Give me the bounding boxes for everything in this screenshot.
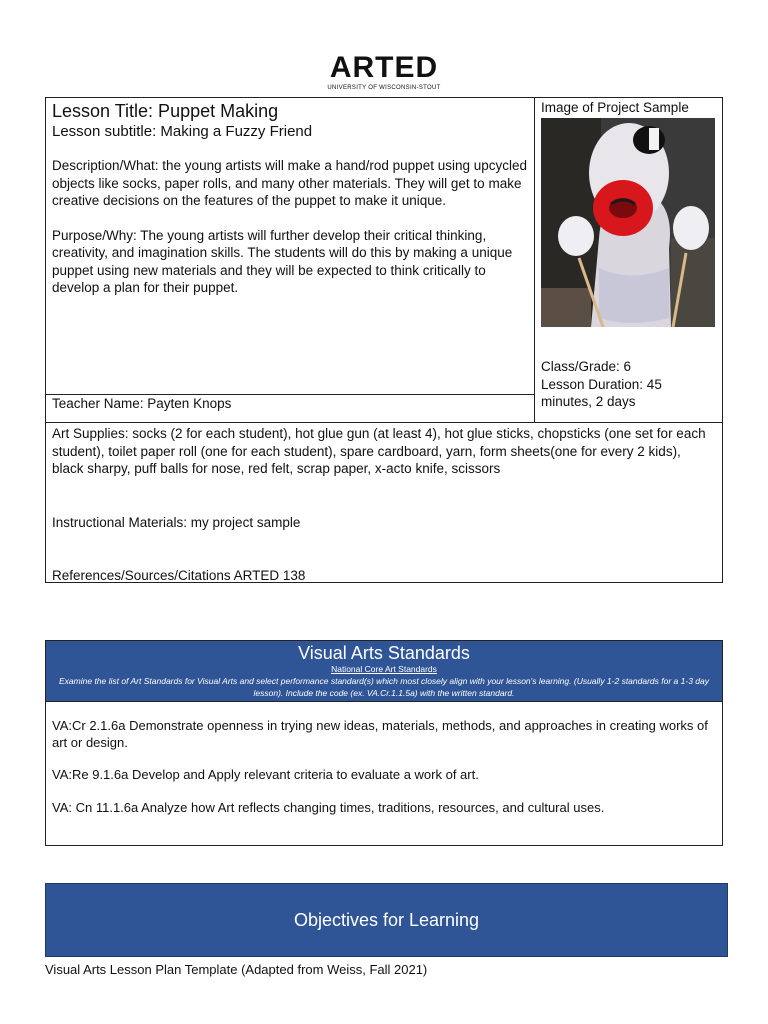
standard-item: VA: Cn 11.1.6a Analyze how Art reflects changing times, traditions, resources, and cultural uses. [52,799,605,815]
instructional-materials: Instructional Materials: my project sample [52,515,301,530]
footer-text: Visual Arts Lesson Plan Template (Adapted from Weiss, Fall 2021) [45,962,428,977]
teacher-name: Teacher Name: Payten Knops [52,396,232,411]
puppet-sample-image [541,118,715,327]
lesson-duration: Lesson Duration: 45 minutes, 2 days [541,376,662,409]
lesson-info-table [45,97,723,583]
lesson-overview-cell [46,98,535,395]
class-info [541,358,716,411]
lesson-subtitle: Lesson subtitle: Making a Fuzzy Friend [52,123,313,140]
standards-title: Visual Arts Standards [298,643,470,663]
logo-university: UNIVERSITY OF WISCONSIN-STOUT [327,85,441,91]
standards-list [46,702,722,816]
arted-logo [0,52,768,91]
lesson-title: Lesson Title: Puppet Making [52,101,279,121]
class-grade: Class/Grade: 6 [541,359,632,374]
national-core-art-standards-link[interactable]: National Core Art Standards [331,664,437,674]
teacher-cell [46,395,535,422]
lesson-purpose: Purpose/Why: The young artists will further develop their critical thinking, creativity, and imagination skills. The students will do this by making a unique puppet using new materials and they will be expected to think critically to develop a plan for their puppet. [52,227,513,295]
lesson-description: Description/What: the young artists will make a hand/rod puppet using upcycled objects like socks, paper rolls, and many other materials. They will get to make creative decisions on the features of the puppet to make it unique. [52,158,528,208]
logo-wordmark: ARTED [329,51,439,84]
standard-item: VA:Re 9.1.6a Develop and Apply relevant criteria to evaluate a work of art. [52,767,479,782]
supplies-cell [46,422,722,582]
objectives-header: Objectives for Learning [45,883,728,957]
standards-instructions: Examine the list of Art Standards for Visual Arts and select performance standard(s) which most closely align with your lesson's learning. (Usually 1-2 standards for a 1-3 day lesson). Include the code (ex. VA.Cr.1.1.5a) with the written standard. [59,676,709,698]
visual-arts-standards [45,640,723,846]
art-supplies: Art Supplies: socks (2 for each student), hot glue gun (at least 4), hot glue sticks, chopsticks (one set for each student), toilet paper roll (one for each student), spare cardboard, yarn, form sheets(one for every 2 kids), black sharpy, puff balls for nose, red felt, scrap paper, x-acto knife, scissors [52,426,706,476]
references: References/Sources/Citations ARTED 138 [52,568,306,583]
project-sample-cell [535,98,722,422]
standard-item: VA:Cr 2.1.6a Demonstrate openness in trying new ideas, materials, methods, and approaches in creating works of art or design. [52,718,708,750]
project-sample-label: Image of Project Sample [541,100,689,115]
standards-header [46,641,722,702]
